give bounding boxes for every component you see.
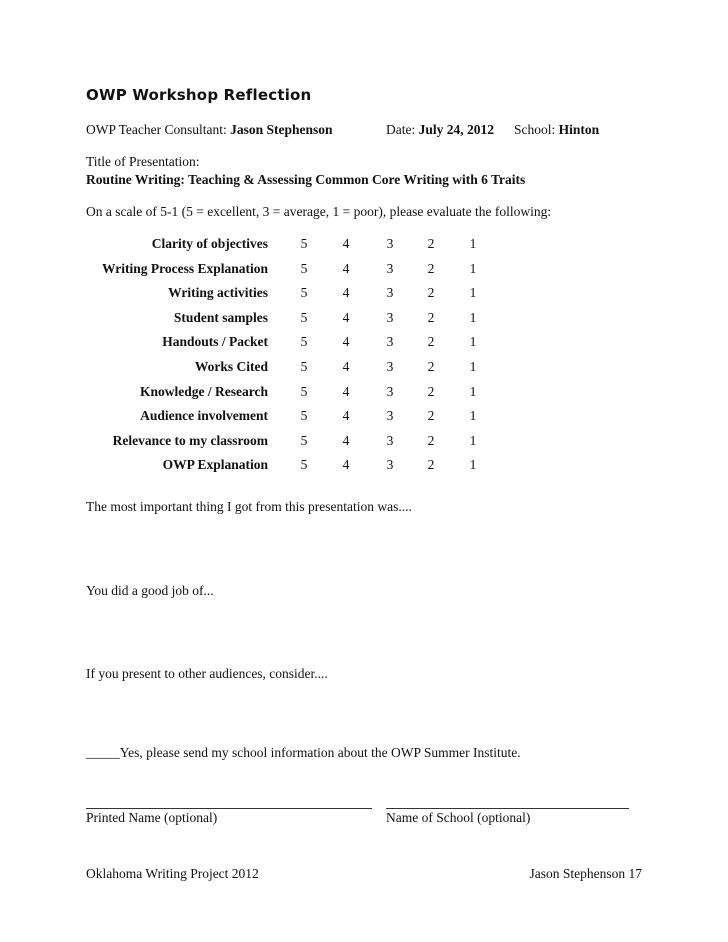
footer-right: Jason Stephenson 17 bbox=[529, 866, 642, 881]
scale-instruction: On a scale of 5-1 (5 = excellent, 3 = average, 1 = poor), please evaluate the following: bbox=[86, 204, 552, 219]
score-option: 4 bbox=[342, 432, 350, 448]
date-line bbox=[386, 122, 494, 138]
criterion-label: Audience involvement bbox=[140, 408, 268, 424]
score-option: 2 bbox=[427, 408, 435, 424]
score-option: 5 bbox=[300, 285, 308, 301]
score-option: 3 bbox=[386, 236, 394, 251]
table-row bbox=[0, 359, 728, 379]
prompt-important: The most important thing I got from this presentation was.... bbox=[86, 499, 412, 514]
criterion-label: OWP Explanation bbox=[162, 457, 268, 473]
score-option: 5 bbox=[300, 236, 308, 251]
criterion-label: Knowledge / Research bbox=[140, 383, 268, 399]
prompt-good-job: You did a good job of... bbox=[86, 583, 214, 598]
presentation-title-label: Title of Presentation: bbox=[86, 154, 200, 169]
institute-request-line: _____Yes, please send my school information about the OWP Summer Institute. bbox=[86, 745, 521, 760]
score-option: 1 bbox=[469, 432, 477, 448]
school-value: Hinton bbox=[558, 122, 600, 137]
score-option: 4 bbox=[342, 236, 350, 251]
table-row bbox=[0, 334, 728, 354]
criterion-label: Writing Process Explanation bbox=[101, 260, 268, 276]
score-option: 4 bbox=[342, 383, 350, 399]
score-option: 5 bbox=[300, 309, 308, 325]
consultant-label: OWP Teacher Consultant: bbox=[86, 122, 227, 137]
table-row bbox=[0, 236, 728, 256]
score-option: 2 bbox=[427, 334, 435, 350]
score-option: 5 bbox=[300, 383, 308, 399]
score-option: 1 bbox=[469, 408, 477, 424]
score-option: 3 bbox=[386, 260, 394, 276]
table-row bbox=[0, 433, 728, 453]
score-option: 4 bbox=[342, 457, 350, 473]
score-option: 5 bbox=[300, 359, 308, 374]
score-option: 3 bbox=[386, 359, 394, 374]
presentation-title: Routine Writing: Teaching & Assessing Common Core Writing with 6 Traits bbox=[86, 172, 526, 187]
score-option: 1 bbox=[469, 457, 477, 473]
score-option: 1 bbox=[469, 383, 477, 399]
school-line bbox=[514, 122, 599, 138]
score-option: 5 bbox=[300, 457, 308, 473]
school-label: School: bbox=[514, 122, 556, 137]
score-option: 4 bbox=[342, 359, 350, 374]
score-option: 3 bbox=[386, 383, 394, 399]
consultant-line bbox=[86, 122, 333, 138]
score-option: 2 bbox=[427, 285, 435, 301]
score-option: 4 bbox=[342, 260, 350, 276]
date-label: Date: bbox=[386, 122, 416, 137]
score-option: 4 bbox=[342, 334, 350, 350]
criterion-label: Relevance to my classroom bbox=[112, 432, 268, 448]
prompt-consider: If you present to other audiences, consider.... bbox=[86, 666, 328, 681]
table-row bbox=[0, 457, 728, 477]
table-row bbox=[0, 310, 728, 330]
score-option: 5 bbox=[300, 260, 308, 276]
printed-name-rule bbox=[86, 808, 372, 809]
score-option: 2 bbox=[427, 432, 435, 448]
score-option: 3 bbox=[386, 457, 394, 473]
score-option: 3 bbox=[386, 285, 394, 301]
score-option: 3 bbox=[386, 334, 394, 350]
score-option: 2 bbox=[427, 236, 435, 251]
score-option: 1 bbox=[469, 309, 477, 325]
score-option: 2 bbox=[427, 260, 435, 276]
score-option: 1 bbox=[469, 236, 477, 251]
criterion-label: Works Cited bbox=[194, 359, 268, 374]
score-option: 4 bbox=[342, 408, 350, 424]
table-row bbox=[0, 285, 728, 305]
school-name-label: Name of School (optional) bbox=[386, 810, 531, 825]
printed-name-label: Printed Name (optional) bbox=[86, 810, 218, 825]
table-row bbox=[0, 384, 728, 404]
score-option: 3 bbox=[386, 309, 394, 325]
table-row bbox=[0, 261, 728, 281]
score-option: 2 bbox=[427, 457, 435, 473]
page-title: OWP Workshop Reflection bbox=[86, 86, 312, 104]
score-option: 2 bbox=[427, 309, 435, 325]
criterion-label: Student samples bbox=[173, 309, 268, 325]
consultant-name: Jason Stephenson bbox=[230, 122, 333, 137]
score-option: 5 bbox=[300, 432, 308, 448]
footer-left: Oklahoma Writing Project 2012 bbox=[86, 866, 259, 881]
score-option: 4 bbox=[342, 285, 350, 301]
score-option: 1 bbox=[469, 359, 477, 374]
criterion-label: Writing activities bbox=[168, 285, 268, 301]
date-value: July 24, 2012 bbox=[418, 122, 495, 137]
score-option: 1 bbox=[469, 260, 477, 276]
score-option: 2 bbox=[427, 383, 435, 399]
score-option: 3 bbox=[386, 432, 394, 448]
school-name-rule bbox=[386, 808, 629, 809]
table-row bbox=[0, 408, 728, 428]
score-option: 1 bbox=[469, 285, 477, 301]
score-option: 2 bbox=[427, 359, 435, 374]
criterion-label: Handouts / Packet bbox=[162, 334, 268, 350]
score-option: 4 bbox=[342, 309, 350, 325]
criterion-label: Clarity of objectives bbox=[151, 236, 268, 251]
score-option: 5 bbox=[300, 334, 308, 350]
score-option: 3 bbox=[386, 408, 394, 424]
score-option: 5 bbox=[300, 408, 308, 424]
score-option: 1 bbox=[469, 334, 477, 350]
